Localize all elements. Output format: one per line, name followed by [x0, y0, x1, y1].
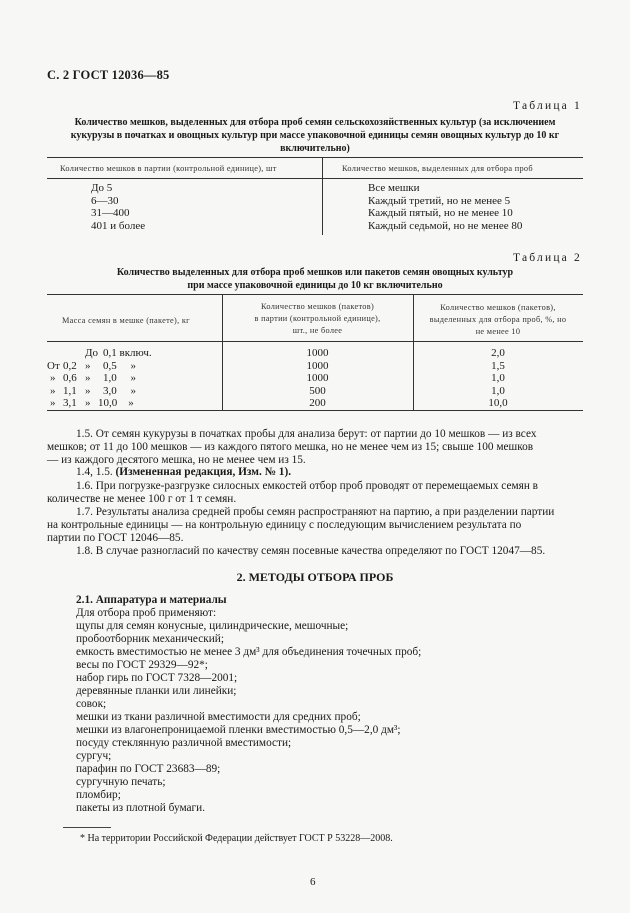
equipment-list-item: совок; [76, 698, 107, 710]
table2-cell-percent: 1,0 [491, 384, 505, 397]
equipment-list-item: сургуч; [76, 750, 112, 762]
table2-cell-from: До [85, 347, 99, 359]
table2-label: Таблица 2 [513, 252, 582, 264]
table2-header-col2 [222, 301, 413, 337]
section-title: 2. МЕТОДЫ ОТБОРА ПРОБ [236, 570, 394, 584]
paragraph-1-6: количестве не менее 100 г от 1 т семян. [47, 493, 237, 505]
equipment-list-item: мешки из ткани различной вместимости для средних проб; [76, 711, 361, 723]
paragraph-1-7: на контрольные единицы — на контрольную единицу с последующим вычислением результата по [47, 519, 522, 531]
table2-cell-count: 1000 [306, 359, 329, 372]
equipment-list-item: набор гирь по ГОСТ 7328—2001; [76, 672, 238, 684]
table1-header-col1: Количество мешков в партии (контрольной единице), шт [60, 164, 277, 173]
equipment-list-item: сургучную печать; [76, 776, 166, 788]
table2-cell-percent: 1,5 [491, 359, 505, 372]
table2-cell-count: 200 [309, 397, 326, 409]
paragraph-1-6: 1.6. При погрузке-разгрузке силосных емкостей отбор проб проводят от перемещаемых семян в [76, 480, 539, 492]
equipment-list-item: деревянные планки или линейки; [76, 685, 237, 697]
table2-cell-count: 1000 [306, 372, 329, 384]
table2-bottom-rule [47, 410, 583, 411]
table1-cell: Все мешки [368, 182, 420, 194]
table2-cell-percent: 1,0 [491, 372, 505, 384]
table1-cell: 31—400 [91, 207, 130, 219]
amendment-prefix: 1.4, 1.5. [76, 466, 113, 478]
table2-header-line: в партии (контрольной единице), [254, 314, 381, 323]
table1-header-col2: Количество мешков, выделенных для отбора проб [342, 164, 533, 173]
equipment-list-item: парафин по ГОСТ 23683—89; [76, 763, 221, 775]
table2-header-col1: Масса семян в мешке (пакете), кг [62, 316, 190, 325]
table2-cell-percent: 2,0 [491, 347, 505, 359]
page-number: 6 [310, 876, 316, 888]
equipment-list-item: посуду стеклянную различной вместимости; [76, 737, 292, 749]
table2-header-line: выделенных для отбора проб, %, но [429, 315, 567, 324]
table2-cell-prefix: » [50, 397, 56, 409]
table2-cell-to: 10,0 » [98, 397, 134, 409]
table2-cell-count: 1000 [306, 347, 329, 359]
paragraph-1-7: партии по ГОСТ 12046—85. [47, 532, 184, 544]
subsection-title: 2.1. Аппаратура и материалы [76, 594, 227, 606]
table2-caption-line: Количество выделенных для отбора проб мешков или пакетов семян овощных культур [116, 267, 514, 278]
table2-cell-to: 0,5 » [103, 359, 136, 372]
paragraph-1-5: мешков; от 11 до 100 мешков — из каждого пятого мешка, но не менее чем из 15; свыше 100 мешков [47, 441, 534, 453]
table2-cell-prefix: » [50, 384, 56, 397]
paragraph-amendment [76, 466, 291, 478]
table2-header-line: Количество мешков (пакетов), [440, 303, 556, 312]
equipment-list-item: мешки из влагонепроницаемой пленки вместимостью 0,5—2,0 дм³; [76, 724, 401, 736]
equipment-list-item: пломбир; [76, 789, 121, 801]
table2-header-line: не менее 10 [475, 327, 521, 336]
table2-cell-from: 0,6 » [63, 372, 91, 384]
table2-cell-from: 3,1 » [63, 397, 91, 409]
table1-cell: 6—30 [91, 194, 119, 207]
table2-header-line: шт., не более [292, 326, 343, 335]
table2-caption [47, 266, 583, 292]
equipment-list-item: пробоотборник механический; [76, 633, 224, 645]
table1-cell: 401 и более [91, 219, 146, 232]
table1-cell: Каждый седьмой, но не менее 80 [368, 219, 523, 232]
table2-cell-prefix: От [47, 359, 60, 372]
table2-header-line: Количество мешков (пакетов) [260, 302, 375, 311]
paragraph-1-7: 1.7. Результаты анализа средней пробы семян распространяют на партию, а при разделении партии [76, 506, 555, 518]
table1-label: Таблица 1 [513, 100, 582, 112]
table2-cell-from: 0,2 » [63, 359, 91, 372]
paragraph-1-5: — из каждого десятого мешка, но не менее чем из 15. [47, 454, 306, 466]
equipment-list-item: емкость вместимостью не менее 3 дм³ для объединения точечных проб; [76, 646, 422, 658]
footnote: * На территории Российской Федерации действует ГОСТ Р 53228—2008. [80, 833, 393, 844]
table1-col-divider [322, 157, 323, 235]
table1-header-rule [47, 178, 583, 179]
table1-caption-line: Количество мешков, выделенных для отбора проб семян сельскохозяйственных культур (за исключением [74, 117, 556, 128]
table2-cell-to: 0,1 включ. [103, 347, 152, 359]
equipment-list-item: Для отбора проб применяют: [76, 607, 217, 619]
table1-top-rule [47, 157, 583, 158]
table2-cell-percent: 10,0 [488, 397, 508, 409]
paragraph-1-5: 1.5. От семян кукурузы в початках пробы для анализа берут: от партии до 10 мешков — из всех [76, 428, 537, 440]
table1-caption-line: включительно) [280, 143, 350, 154]
table1-cell: Каждый пятый, но не менее 10 [368, 207, 513, 219]
table1-caption-line: кукурузы в початках и овощных культур при массе упаковочной единицы семян овощных культур до 10 кг [70, 130, 560, 141]
equipment-list-item: пакеты из плотной бумаги. [76, 802, 206, 814]
table2-cell-from: 1,1 » [63, 384, 91, 397]
amendment-note: (Измененная редакция, Изм. № 1). [115, 466, 292, 478]
table2-header-col3 [413, 302, 583, 338]
table2-cell-count: 500 [309, 384, 326, 397]
footnote-rule [63, 827, 111, 828]
page-header: С. 2 ГОСТ 12036—85 [47, 68, 170, 82]
table1-cell: Каждый третий, но не менее 5 [368, 194, 511, 207]
equipment-list-item: щупы для семян конусные, цилиндрические, мешочные; [76, 620, 349, 632]
table2-top-rule [47, 294, 583, 295]
table2-caption-line: при массе упаковочной единицы до 10 кг включительно [187, 280, 443, 291]
table1-caption [47, 116, 583, 155]
table2-cell-to: 3,0 » [103, 384, 136, 397]
table2-cell-prefix: » [50, 372, 56, 384]
equipment-list-item: весы по ГОСТ 29329—92*; [76, 659, 208, 671]
table2-header-rule [47, 341, 583, 342]
paragraph-1-8: 1.8. В случае разногласий по качеству семян посевные качества определяют по ГОСТ 12047—85. [76, 545, 546, 557]
table2-cell-to: 1,0 » [103, 372, 136, 384]
table1-cell: До 5 [91, 182, 113, 194]
